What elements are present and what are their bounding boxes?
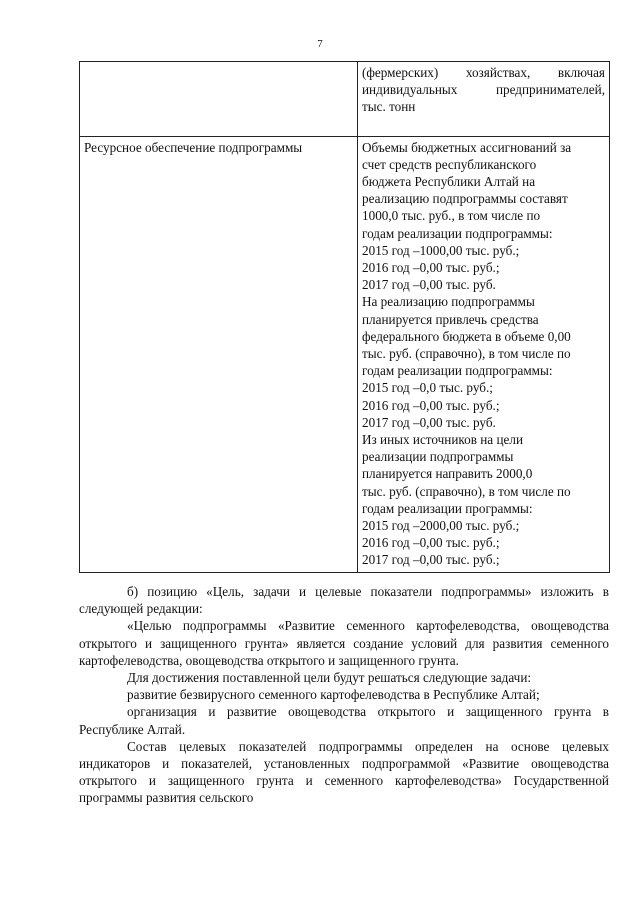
- cell-line: 2017 год –0,00 тыс. руб.: [362, 277, 496, 293]
- cell-line: планируется направить 2000,0: [362, 466, 533, 482]
- paragraph: развитие безвирусного семенного картофелеводства в Республике Алтай;: [127, 687, 540, 703]
- continued-value-cell: [358, 62, 610, 137]
- cell-line: счет средств республиканского: [362, 156, 537, 172]
- continued-label-cell: [80, 62, 358, 137]
- cell-line: тыс. руб. (справочно), в том числе по: [362, 483, 571, 499]
- cell-line: 2015 год –0,0 тыс. руб.;: [362, 380, 493, 396]
- cell-line: годам реализации подпрограммы:: [362, 225, 553, 241]
- cell-line: годам реализации программы:: [362, 500, 533, 516]
- page-number: 7: [317, 38, 323, 50]
- paragraph: организация и развитие овощеводства открытого и защищенного грунта в Республике Алтай.: [79, 704, 609, 737]
- body-text: [79, 583, 609, 807]
- cell-line: 2016 год –0,00 тыс. руб.;: [362, 397, 500, 413]
- cell-line: планируется привлечь средства: [362, 311, 539, 327]
- cell-line: индивидуальных предпринимателей,: [362, 82, 605, 98]
- cell-line: тыс. руб. (справочно), в том числе по: [362, 346, 571, 362]
- resource-value-cell: [358, 136, 610, 572]
- cell-line: 2017 год –0,00 тыс. руб.;: [362, 552, 500, 568]
- cell-line: Объемы бюджетных ассигнований за: [362, 139, 572, 155]
- cell-line: (фермерских) хозяйствах, включая: [362, 65, 605, 80]
- cell-line: годам реализации подпрограммы:: [362, 363, 553, 379]
- cell-line: Из иных источников на цели: [362, 432, 524, 448]
- paragraph: Для достижения поставленной цели будут решаться следующие задачи:: [127, 670, 532, 686]
- cell-line: 2015 год –2000,00 тыс. руб.;: [362, 518, 520, 534]
- cell-line: бюджета Республики Алтай на: [362, 174, 536, 190]
- table-row-resource: [80, 136, 610, 572]
- paragraph: «Целью подпрограммы «Развитие семенного картофелеводства, овощеводства открытого и защищенного грунта» является создание условий для развития семенного картофелеводства, овощеводства открытого и защищенного грунта.: [79, 618, 609, 668]
- cell-line: На реализацию подпрограммы: [362, 294, 535, 310]
- cell-line: 2015 год –1000,00 тыс. руб.;: [362, 242, 520, 258]
- subprogram-passport-table: [79, 61, 610, 573]
- cell-line: реализацию подпрограммы составят: [362, 191, 568, 207]
- paragraph: б) позицию «Цель, задачи и целевые показатели подпрограммы» изложить в следующей редакции:: [79, 584, 609, 617]
- cell-line: 2016 год –0,00 тыс. руб.;: [362, 535, 500, 551]
- cell-line: реализации подпрограммы: [362, 449, 514, 465]
- cell-line: 2017 год –0,00 тыс. руб.: [362, 414, 496, 430]
- table-row-continued: [80, 62, 610, 137]
- cell-line: 2016 год –0,00 тыс. руб.;: [362, 260, 500, 276]
- paragraph: Состав целевых показателей подпрограммы определен на основе целевых индикаторов и показателей, установленных подпрограммой «Развитие овощеводства открытого и защищенного грунта и семенного картофелеводства» Государственной программы развития сельского: [79, 738, 609, 806]
- cell-line: тыс. тонн: [362, 99, 416, 115]
- cell-line: федерального бюджета в объеме 0,00: [362, 328, 571, 344]
- resource-label-cell: Ресурсное обеспечение подпрограммы: [80, 136, 358, 572]
- cell-line: 1000,0 тыс. руб., в том числе по: [362, 208, 541, 224]
